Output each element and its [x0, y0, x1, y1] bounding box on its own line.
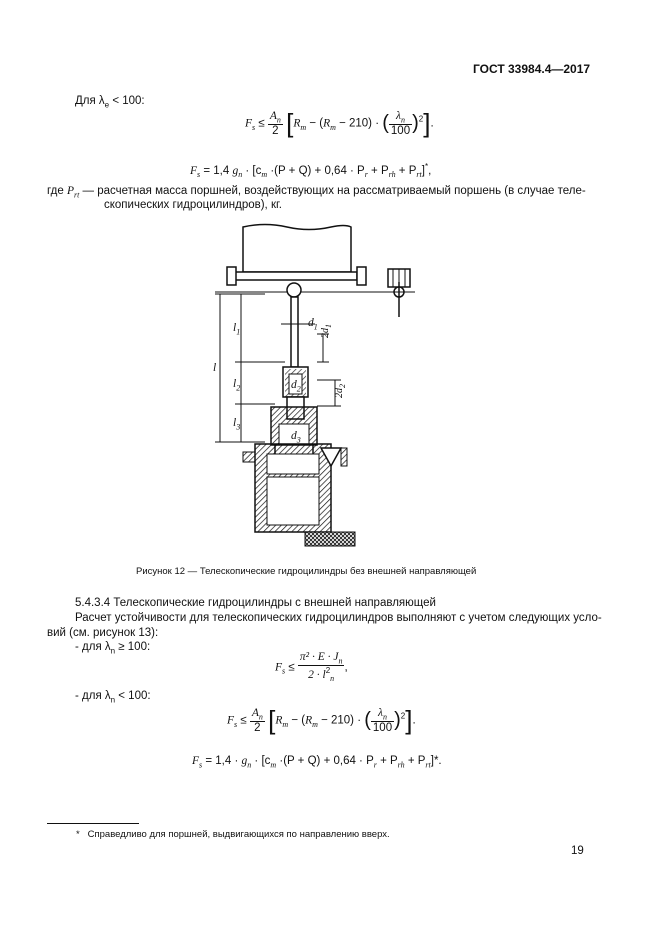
footnote-separator	[47, 823, 139, 824]
formula-fs-equation-1: $F_s = 1,4$ $g_n \cdot [c_m \cdot(P + Q) + 0,64 \cdot P_r + P_{rh} + P_{rt}]^*$,	[190, 162, 432, 180]
condition-lambda-lt-100: - для $\lambda_n < 100$:	[75, 690, 151, 705]
guide-roller-icon	[383, 269, 415, 317]
formula-fs-equation-2: $F_s = 1,4 \cdot g_n \cdot [c_m \cdot(P + Q) + 0,64 \cdot P_r + P_{rh} + P_{rt}]*$.	[192, 755, 442, 770]
dim-label-2d2: $2d_2$	[334, 384, 347, 398]
paragraph-line-1: Расчет устойчивости для телескопических гидроцилиндров выполняют с учетом следующих усло-	[75, 612, 602, 624]
condition-lambda-ge-100: - для $\lambda_n \ge 100$:	[75, 641, 151, 656]
dim-label-2d1: $2d_1$	[320, 324, 333, 338]
dim-label-d3: $d_3$	[291, 430, 301, 445]
dim-label-l2: $l_2$	[233, 378, 241, 393]
section-heading-5-4-3-4: 5.4.3.4 Телескопические гидроцилиндры с внешней направляющей	[75, 597, 436, 609]
formula-fs-inequality-1: $F_s$ ≤ $\frac{A_n}{2}$ [$R_m - (R_m - 210)$ · ( $\frac{\lambda_n}{100}$ )$^2$].	[245, 108, 434, 138]
page-number: 19	[571, 845, 584, 857]
paragraph-line-2: вий (см. рисунок 13):	[47, 627, 159, 639]
dim-label-l1: $l_1$	[233, 322, 241, 337]
dim-label-l: l	[213, 362, 217, 374]
footnote: * Справедливо для поршней, выдвигающихся по направлению вверх.	[76, 829, 390, 840]
where-clause-line-1: где $P_{rt}$ — расчетная масса поршней, воздействующих на рассматриваемый поршень (в случае теле-	[47, 185, 586, 200]
formula-fs-inequality-2: $F_s$ ≤ $\frac{A_n}{2}$ [$R_m - (R_m - 210)$ · ( $\frac{\lambda_n}{100}$ )$^2$].	[227, 705, 416, 735]
dim-label-d2: $d_2$	[291, 379, 301, 394]
document-standard-number: ГОСТ 33984.4—2017	[473, 62, 591, 76]
dim-label-l3: $l_3$	[233, 417, 241, 432]
formula-euler-buckling: $F_s$ ≤ $\frac{\pi^2 \cdot E \cdot J_n}{2 \cdot l^2_n}$ ,	[275, 651, 348, 684]
figure-caption: Рисунок 12 — Телескопические гидроцилиндры без внешней направляющей	[136, 566, 477, 577]
condition-lambda-e: Для $\lambda_e < 100$:	[75, 95, 145, 110]
where-clause-line-2: скопических гидроцилиндров), кг.	[104, 199, 282, 211]
dim-label-d1: $d_1$	[308, 317, 318, 332]
load-platform	[227, 225, 366, 286]
